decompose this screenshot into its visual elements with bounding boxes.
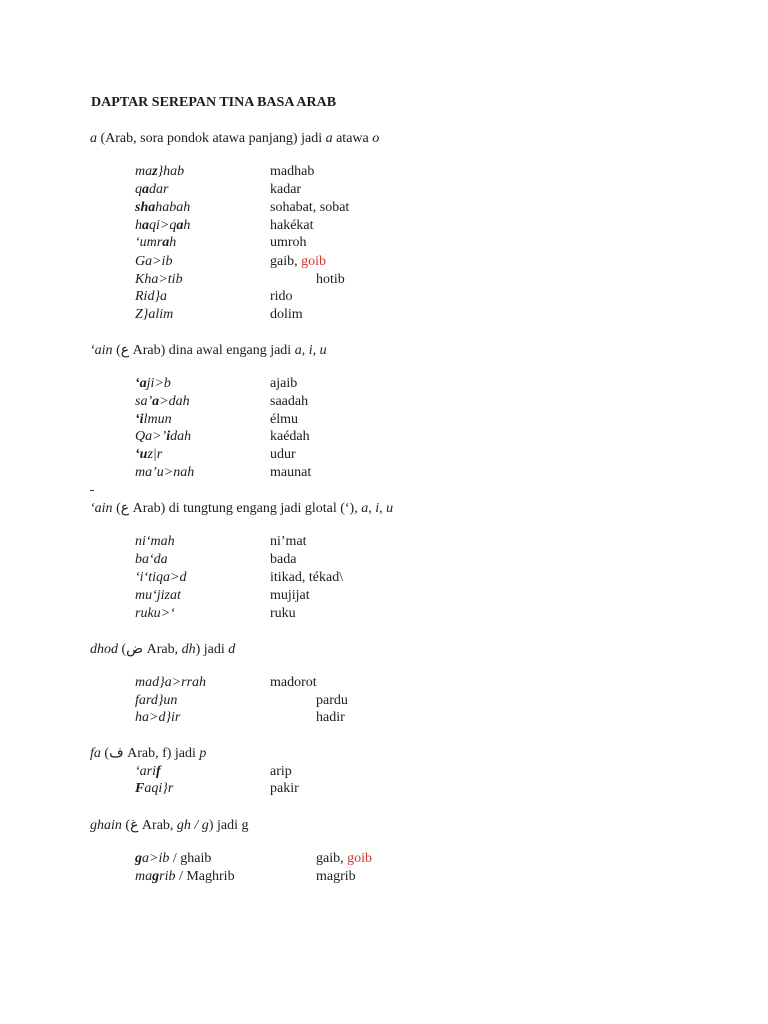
arabic-term — [135, 306, 173, 323]
text-run: a, i, u — [294, 343, 327, 358]
term-text: maunat — [270, 465, 312, 480]
term-variant-red: goib — [301, 254, 326, 269]
section-heading — [90, 745, 206, 762]
arabic-term — [135, 446, 162, 463]
text-run: dh — [181, 642, 196, 657]
text-run: a — [142, 182, 149, 197]
sundanese-term — [316, 868, 356, 885]
text-run: dhod — [90, 642, 118, 657]
text-run: Rid}a — [135, 289, 168, 304]
term-text: madhab — [270, 164, 315, 179]
text-run: / ghaib — [169, 851, 212, 866]
sundanese-term — [270, 428, 310, 445]
sundanese-term — [270, 306, 303, 323]
text-run: h — [183, 218, 191, 233]
text-run: a — [176, 218, 184, 233]
sundanese-term — [270, 605, 296, 622]
sundanese-term — [270, 375, 297, 392]
sundanese-term — [270, 393, 308, 410]
sundanese-term — [316, 850, 372, 867]
text-run: ma — [135, 164, 153, 179]
sundanese-term — [270, 181, 301, 198]
text-run: dar — [149, 182, 169, 197]
text-run: >dah — [159, 394, 190, 409]
text-run: a — [325, 131, 333, 146]
sundanese-term — [270, 780, 299, 797]
text-run: (ض Arab, — [118, 642, 182, 657]
text-run: ‘i‘tiqa>d — [135, 570, 187, 585]
arabic-term — [135, 199, 190, 216]
section-heading — [90, 641, 235, 658]
text-run: z — [152, 164, 158, 179]
sundanese-term — [270, 587, 310, 604]
text-run: a — [90, 131, 97, 146]
text-run: h — [169, 235, 177, 250]
term-variant-red: goib — [347, 851, 372, 866]
text-run: f — [156, 764, 161, 779]
text-run: g — [152, 869, 160, 884]
text-run: z|r — [147, 447, 163, 462]
text-run: F — [135, 781, 145, 796]
stray-dash — [90, 490, 94, 491]
text-run: Kha>tib — [135, 272, 183, 287]
sundanese-term — [270, 551, 296, 568]
term-text: élmu — [270, 412, 298, 427]
text-run: i — [166, 429, 171, 444]
text-run: lmun — [143, 412, 172, 427]
text-run: p — [199, 746, 207, 761]
term-text: gaib, — [316, 851, 348, 866]
term-text: kaédah — [270, 429, 310, 444]
term-text: mujijat — [270, 588, 310, 603]
term-text: itikad, tékad\ — [270, 570, 344, 585]
term-text: ruku — [270, 606, 296, 621]
text-run: Z}alim — [135, 307, 174, 322]
text-run: a>ib — [142, 851, 170, 866]
text-run: ) jadi — [195, 642, 229, 657]
arabic-term — [135, 464, 194, 481]
text-run: q — [135, 182, 142, 197]
sundanese-term — [270, 569, 343, 586]
text-run: mad}a>rrah — [135, 675, 207, 690]
arabic-term — [135, 763, 161, 780]
term-text: hadir — [316, 710, 345, 725]
arabic-term — [135, 428, 191, 445]
text-run: ji>b — [146, 376, 171, 391]
text-run: habah — [155, 200, 191, 215]
text-run: }hab — [157, 164, 185, 179]
section-heading — [90, 817, 248, 834]
arabic-term — [135, 674, 206, 691]
text-run: a — [152, 394, 160, 409]
text-run: ma — [135, 869, 153, 884]
sundanese-term — [270, 199, 349, 216]
term-text: kadar — [270, 182, 302, 197]
term-text: pardu — [316, 693, 348, 708]
arabic-term — [135, 692, 177, 709]
text-run: ma’u>nah — [135, 465, 195, 480]
section-heading — [90, 500, 393, 517]
arabic-term — [135, 551, 168, 568]
term-text: hotib — [316, 272, 345, 287]
term-text: udur — [270, 447, 296, 462]
text-run: aqi}r — [144, 781, 174, 796]
sundanese-term — [270, 674, 317, 691]
text-run: sha — [135, 200, 156, 215]
term-text: umroh — [270, 235, 307, 250]
sundanese-term — [270, 533, 307, 550]
section-heading — [90, 130, 379, 147]
term-text: magrib — [316, 869, 356, 884]
term-text: dolim — [270, 307, 303, 322]
text-run: ‘ari — [135, 764, 156, 779]
document-title: DAPTAR SEREPAN TINA BASA ARAB — [91, 95, 337, 110]
arabic-term — [135, 163, 184, 180]
text-run: atawa — [332, 131, 373, 146]
text-run: (ف Arab, f) jadi — [100, 746, 200, 761]
text-run: a — [162, 235, 170, 250]
arabic-term — [135, 217, 190, 234]
text-run: / Maghrib — [175, 869, 235, 884]
term-text: rido — [270, 289, 293, 304]
text-run: ‘a — [135, 376, 147, 391]
text-run: mu‘jizat — [135, 588, 181, 603]
arabic-term — [135, 868, 235, 885]
text-run: ni‘mah — [135, 534, 175, 549]
arabic-term — [135, 375, 171, 392]
sundanese-term — [316, 271, 345, 288]
arabic-term — [135, 533, 175, 550]
term-text: bada — [270, 552, 297, 567]
text-run: ha>d}ir — [135, 710, 181, 725]
arabic-term — [135, 780, 173, 797]
text-run: g — [135, 851, 142, 866]
text-run: ‘u — [135, 447, 148, 462]
text-run: (Arab, sora pondok atawa panjang) jadi — [97, 131, 326, 146]
section-heading — [90, 342, 327, 359]
text-run: ‘ain — [90, 501, 113, 516]
text-run: gh / g — [176, 818, 209, 833]
term-text: saadah — [270, 394, 309, 409]
arabic-term — [135, 411, 172, 428]
sundanese-term — [316, 692, 348, 709]
text-run: ba‘da — [135, 552, 168, 567]
text-run: ) jadi g — [208, 818, 249, 833]
term-text: arip — [270, 764, 292, 779]
sundanese-term — [270, 464, 311, 481]
sundanese-term — [270, 253, 326, 270]
text-run: fa — [90, 746, 101, 761]
text-run: Ga>ib — [135, 254, 173, 269]
text-run: qi>q — [149, 218, 177, 233]
sundanese-term — [270, 446, 296, 463]
sundanese-term — [316, 709, 345, 726]
arabic-term — [135, 234, 176, 251]
arabic-term — [135, 253, 172, 270]
arabic-term — [135, 181, 168, 198]
text-run: ‘i — [135, 412, 144, 427]
arabic-term — [135, 393, 190, 410]
term-text: ajaib — [270, 376, 298, 391]
term-text: gaib, — [270, 254, 302, 269]
term-text: hakékat — [270, 218, 314, 233]
sundanese-term — [270, 217, 314, 234]
text-run: o — [372, 131, 380, 146]
arabic-term — [135, 569, 186, 586]
arabic-term — [135, 288, 167, 305]
text-run: ghain — [90, 818, 122, 833]
text-run: h — [135, 218, 142, 233]
text-run: ‘ain — [90, 343, 113, 358]
text-run: d — [228, 642, 236, 657]
term-text: madorot — [270, 675, 317, 690]
text-run: (ع Arab) dina awal engang jadi — [112, 343, 295, 358]
text-run: a, i, u — [361, 501, 394, 516]
arabic-term — [135, 605, 175, 622]
text-run: fard}un — [135, 693, 178, 708]
sundanese-term — [270, 763, 292, 780]
text-run: sa’ — [135, 394, 153, 409]
term-text: pakir — [270, 781, 299, 796]
arabic-term — [135, 709, 180, 726]
text-run: rib — [159, 869, 176, 884]
term-text: ni’mat — [270, 534, 307, 549]
text-run: (ع Arab) di tungtung engang jadi glotal (‘), — [112, 501, 362, 516]
arabic-term — [135, 271, 183, 288]
text-run: Qa>’ — [135, 429, 167, 444]
text-run: (غ Arab, — [121, 818, 177, 833]
text-run: ruku>‘ — [135, 606, 175, 621]
text-run: a — [142, 218, 149, 233]
text-run: ‘umr — [135, 235, 163, 250]
sundanese-term — [270, 163, 314, 180]
sundanese-term — [270, 411, 298, 428]
term-text: sohabat, sobat — [270, 200, 350, 215]
text-run: dah — [170, 429, 192, 444]
arabic-term — [135, 587, 181, 604]
arabic-term — [135, 850, 211, 867]
sundanese-term — [270, 288, 293, 305]
sundanese-term — [270, 234, 307, 251]
